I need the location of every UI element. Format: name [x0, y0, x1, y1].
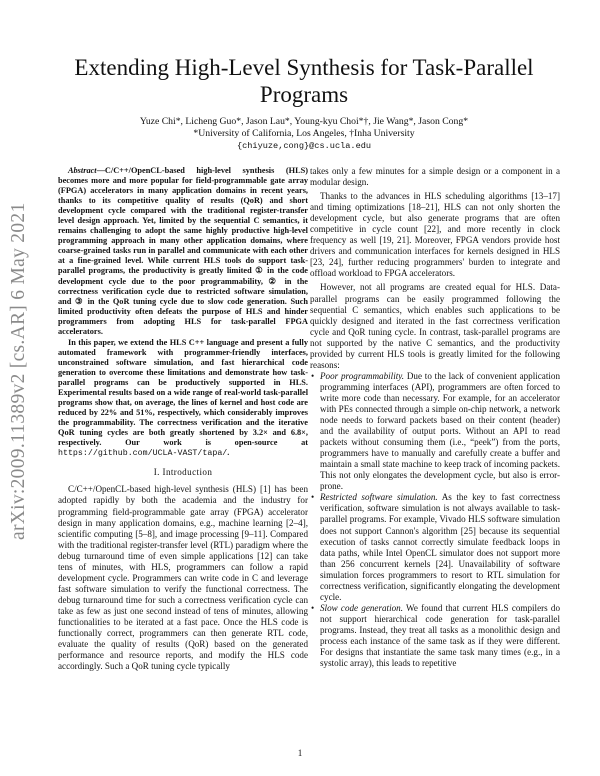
- list-item-title: Poor programmability.: [320, 370, 405, 381]
- right-column: [310, 166, 560, 669]
- list-item-title: Slow code generation.: [320, 602, 403, 613]
- paper-title: Extending High-Level Synthesis for Task-Parallel Programs: [74, 55, 534, 107]
- right-paragraph-1: Thanks to the advances in HLS scheduling algorithms [13–17] and timing optimizations [18–21], HLS can not only shorten the development cycle, but also generate programs that are often competitive in cycle count [22], and more recently in clock frequency as well [19, 21]. Moreover, FPGA vendors provide host drivers and communication interfaces for kernels designed in HLS [23, 24], further reducing programmers' burden to integrate and offload workload to FPGA accelerators.: [310, 191, 560, 279]
- right-paragraph-2: However, not all programs are created equal for HLS. Data-parallel programs can be easily programmed following the sequential C semantics, which enables such applications to be quickly designed and iterated in the fast correctness verification cycle and QoR tuning cycle. In contrast, task-parallel programs are not supported by the native C semantics, and the productivity provided by current HLS tools is greatly limited for the following reasons:: [310, 282, 560, 370]
- limitation-list: [310, 371, 560, 669]
- page-number: 1: [297, 748, 303, 758]
- left-column: [58, 166, 308, 672]
- abstract-lead: Abstract: [68, 166, 97, 175]
- abstract: [58, 166, 308, 459]
- list-item: [320, 371, 560, 493]
- abstract-paragraph-1: —C/C++/OpenCL-based high-level synthesis (HLS) becomes more and more popular for field-programmable gate array (FPGA) accelerators in many application domains in recent years, thanks to its competitive quality of results (QoR) and short development cycle compared with the traditional register-transfer level design approach. Yet, limited by the sequential C semantics, it remains challenging to adopt the same highly productive high-level programming approach in many other application domains, where coarse-grained tasks run in parallel and communicate with each other at a fine-grained level. While current HLS tools do support task-parallel programs, the productivity is greatly limited ① in the code development cycle due to the poor programmability, ② in the correctness verification cycle due to restricted software simulation, and ③ in the QoR tuning cycle due to slow code generation. Such limited productivity often defeats the purpose of HLS and hinder programmers from adopting HLS for task-parallel FPGA accelerators.: [58, 166, 308, 336]
- right-paragraph-0: takes only a few minutes for a simple design or a component in a modular design.: [310, 166, 560, 188]
- author-list: Yuze Chi*, Licheng Guo*, Jason Lau*, Young-kyu Choi*†, Jie Wang*, Jason Cong*: [139, 116, 469, 127]
- list-item: [320, 492, 560, 602]
- intro-paragraph-1: C/C++/OpenCL-based high-level synthesis (HLS) [1] has been adopted rapidly by both the academia and the industry for programming field-programmable gate array (FPGA) accelerator design in many application domains, e.g., machine learning [2–4], scientific computing [5–8], and image processing [9–11]. Compared with the traditional register-transfer level (RTL) paradigm where the debug turnaround time of even simple applications [12] can take tens of minutes, with HLS, programmers can follow a rapid development cycle. Programmers can write code in C and leverage fast software simulation to verify the functional correctness. The debug turnaround time for such a correctness verification cycle can take as few as just one second instead of tens of minutes, allowing functionalities to be iterated at a fast pace. Once the HLS code is functionally correct, programmers can then generate RTL code, evaluate the quality of results (QoR) based on the generated performance and resource reports, and modify the HLS code accordingly. Such a QoR tuning cycle typically: [58, 484, 308, 672]
- abstract-paragraph-2: In this paper, we extend the HLS C++ language and present a fully automated framework with programmer-friendly interfaces, unconstrained software simulation, and fast hierarchical code generation to overcome these limitations and demonstrate how task-parallel programs can be productively supported in HLS. Experimental results based on a wide range of real-world task-parallel programs show that, on average, the lines of kernel and host code are reduced by 22% and 51%, respectively, which considerably improves the programmability. The correctness verification and the iterative QoR tuning cycles are both greatly shortened by 3.2× and 6.8×, respectively. Our work is open-source at: [58, 337, 308, 448]
- section-heading-introduction: I. Introduction: [153, 467, 213, 478]
- list-item-text: As the key to fast correctness verification, software simulation is not always available to task-parallel programs. For example, Vivado HLS software simulation does not support Cannon's algorithm [25] because its sequential execution of tasks cannot correctly simulate feedback loops in data paths, while Intel OpenCL simulator does not support more than 256 concurrent kernels [24]. Unavailability of software simulation forces programmers to resort to RTL simulation for correctness verification, significantly elongating the development cycle.: [320, 492, 561, 602]
- repo-link[interactable]: https://github.com/UCLA-VAST/tapa/: [58, 449, 228, 459]
- contact-email[interactable]: {chiyuze,cong}@cs.ucla.edu: [236, 141, 372, 151]
- abstract-end-period: .: [227, 448, 230, 458]
- list-item-text: We found that current HLS compilers do not support hierarchical code generation for task-parallel programs. Instead, they treat all tasks as a monolithic design and process each instance of the same task as if they were different. For designs that instantiate the same task many times (e.g., in a systolic array), this leads to repetitive: [320, 602, 561, 669]
- arxiv-stamp-text: arXiv:2009.11389v2 [cs.AR] 6 May 2021: [8, 202, 29, 540]
- list-item-title: Restricted software simulation.: [320, 492, 438, 503]
- affiliation: *University of California, Los Angeles, †Inha University: [193, 128, 415, 139]
- arxiv-stamp: [8, 180, 38, 540]
- list-item: [320, 603, 560, 669]
- list-item-text: Due to the lack of convenient application programming interfaces (API), programmers are often forced to write more code than necessary. For example, for an accelerator with PEs connected through a simple on-chip network, a network node needs to forward packets based on their content (header) and the availability of output ports. Without an API to read packets without consuming them (i.e., “peek”) from the ports, programmers have to manually and carefully create a buffer and maintain a small state machine to keep track of incoming packets. This not only elongates the development cycle, but also is error-prone.: [320, 370, 560, 492]
